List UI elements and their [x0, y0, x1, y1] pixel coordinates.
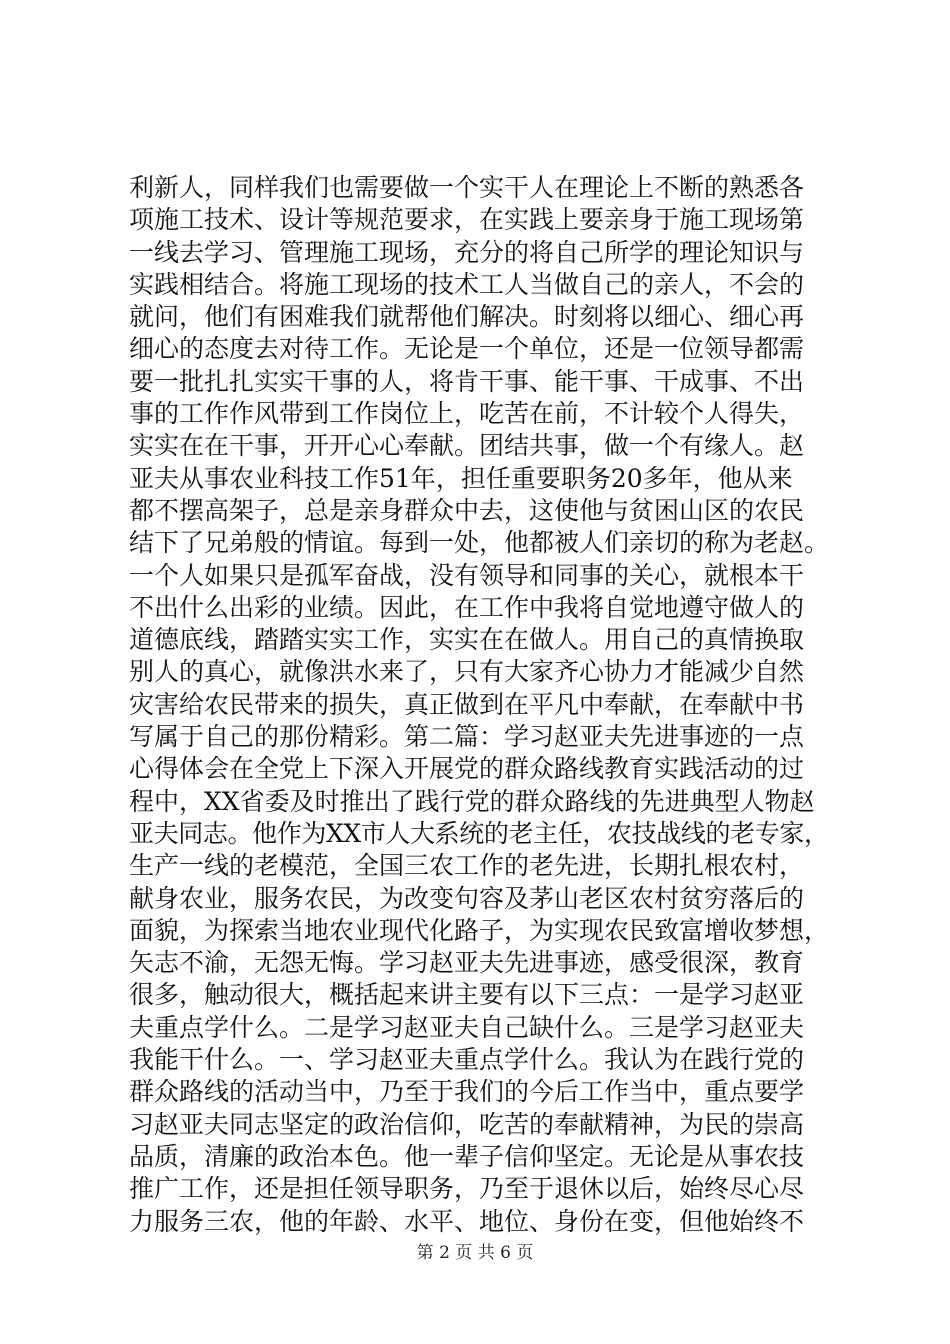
text-line: 面貌，为探索当地农业现代化路子，为实现农民致富增收梦想，: [129, 915, 829, 945]
text-line: 都不摆高架子，总是亲身群众中去，这使他与贫困山区的农民: [129, 495, 805, 525]
body-text: [129, 172, 829, 1238]
text-line: 推广工作，还是担任领导职务，乃至于退休以后，始终尽心尽: [129, 1174, 805, 1204]
text-line: 生产一线的老模范，全国三农工作的老先进，长期扎根农村，: [129, 851, 805, 881]
text-line: 就问，他们有困难我们就帮他们解决。时刻将以细心、细心再: [129, 302, 805, 332]
text-line: 道德底线，踏踏实实工作，实实在在做人。用自己的真情换取: [129, 625, 805, 655]
text-line: 力服务三农，他的年龄、水平、地位、身份在变，但他始终不: [129, 1206, 805, 1236]
text-line: 程中，XX省委及时推出了践行党的群众路线的先进典型人物赵: [129, 786, 815, 816]
text-line: 要一批扎扎实实干事的人，将肯干事、能干事、干成事、不出: [129, 366, 805, 396]
text-line: 细心的态度去对待工作。无论是一个单位，还是一位领导都需: [129, 334, 805, 364]
text-line: 夫重点学什么。二是学习赵亚夫自己缺什么。三是学习赵亚夫: [129, 1012, 805, 1042]
text-line: 写属于自己的那份精彩。第二篇：学习赵亚夫先进事迹的一点: [129, 722, 805, 752]
text-line: 亚夫同志。他作为XX市人大系统的老主任，农技战线的老专家，: [129, 818, 829, 848]
text-line: 献身农业，服务农民，为改变句容及茅山老区农村贫穷落后的: [129, 883, 805, 913]
text-line: 我能干什么。一、学习赵亚夫重点学什么。我认为在践行党的: [129, 1045, 805, 1075]
text-line: 亚夫从事农业科技工作51年，担任重要职务20多年，他从来: [129, 463, 793, 493]
page-footer: 第 2 页 共 6 页: [416, 1243, 534, 1263]
text-line: 品质，清廉的政治本色。他一辈子信仰坚定。无论是从事农技: [129, 1141, 805, 1171]
text-line: 心得体会在全党上下深入开展党的群众路线教育实践活动的过: [129, 754, 805, 784]
text-line: 一个人如果只是孤军奋战，没有领导和同事的关心，就根本干: [129, 560, 805, 590]
text-line: 矢志不渝，无怨无悔。学习赵亚夫先进事迹，感受很深，教育: [129, 948, 805, 978]
text-line: 别人的真心，就像洪水来了，只有大家齐心协力才能减少自然: [129, 657, 805, 687]
text-line: 实实在在干事，开开心心奉献。团结共事，做一个有缘人。赵: [129, 431, 805, 461]
text-line: 习赵亚夫同志坚定的政治信仰，吃苦的奉献精神，为民的崇高: [129, 1109, 805, 1139]
text-line: 利新人，同样我们也需要做一个实干人在理论上不断的熟悉各: [129, 173, 805, 202]
text-line: 项施工技术、设计等规范要求，在实践上要亲身于施工现场第: [129, 205, 805, 235]
text-line: 事的工作作风带到工作岗位上，吃苦在前，不计较个人得失，: [129, 399, 805, 429]
text-line: 实践相结合。将施工现场的技术工人当做自己的亲人，不会的: [129, 269, 805, 299]
text-line: 很多，触动很大，概括起来讲主要有以下三点：一是学习赵亚: [129, 980, 805, 1010]
text-line: 一线去学习、管理施工现场，充分的将自己所学的理论知识与: [129, 237, 805, 267]
text-line: 不出什么出彩的业绩。因此，在工作中我将自觉地遵守做人的: [129, 592, 805, 622]
text-line: 结下了兄弟般的情谊。每到一处，他都被人们亲切的称为老赵。: [129, 528, 829, 558]
text-line: 群众路线的活动当中，乃至于我们的今后工作当中，重点要学: [129, 1077, 805, 1107]
text-line: 灾害给农民带来的损失，真正做到在平凡中奉献，在奉献中书: [129, 689, 805, 719]
